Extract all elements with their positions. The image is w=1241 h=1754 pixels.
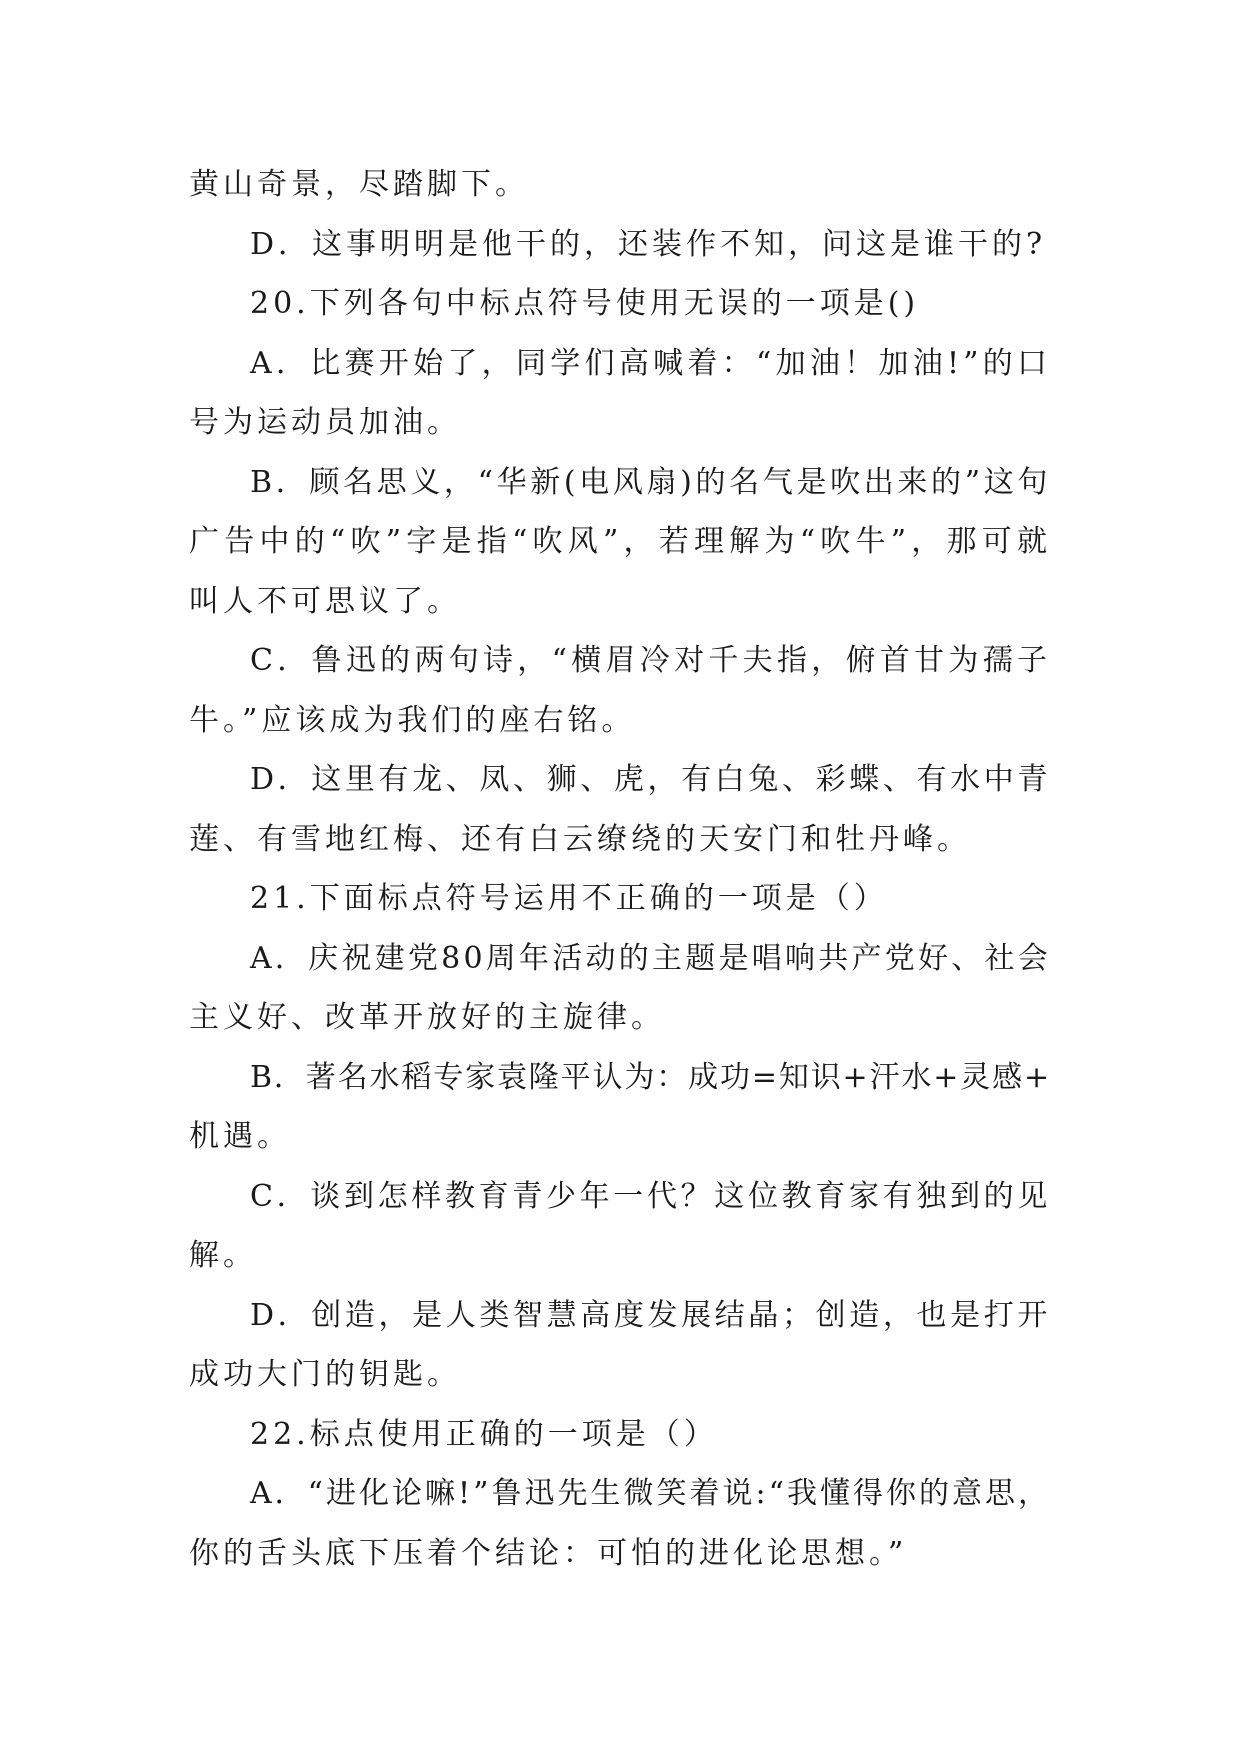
option-c-line: C．鲁迅的两句诗，“横眉冷对千夫指，俯首甘为孺子	[250, 643, 1051, 678]
text-line: 号为运动员加油。	[189, 405, 461, 440]
question-22-title: 22.标点使用正确的一项是（）	[250, 1416, 718, 1452]
document-body	[189, 155, 1051, 1583]
option-a-line: A．“进化论嘛!”鲁迅先生微笑着说:“我懂得你的意思，	[250, 1476, 1051, 1511]
text-line: 叫人不可思议了。	[189, 583, 461, 619]
text-line: 成功大门的钥匙。	[189, 1357, 461, 1392]
option-b-line: B．顾名思义，“华新(电风扇)的名气是吹出来的”这句	[250, 464, 1051, 500]
option-c-line: C．谈到怎样教育青少年一代？这位教育家有独到的见	[250, 1178, 1051, 1214]
question-20-title: 20.下列各句中标点符号使用无误的一项是()	[250, 286, 920, 321]
text-line: 莲、有雪地红梅、还有白云缭绕的天安门和牡丹峰。	[189, 821, 971, 857]
option-b-line: B．著名水稻专家袁隆平认为：成功=知识+汗水+灵感+	[250, 1059, 1051, 1095]
text-line: 广告中的“吹”字是指“吹风”，若理解为“吹牛”，那可就	[189, 524, 1051, 559]
option-d-line: D．这里有龙、凤、狮、虎，有白兔、彩蝶、有水中青	[250, 762, 1051, 797]
text-line: 主义好、改革开放好的主旋律。	[189, 1000, 665, 1035]
option-d-line: D．创造，是人类智慧高度发展结晶；创造，也是打开	[250, 1297, 1051, 1333]
text-line: 机遇。	[189, 1119, 291, 1154]
question-21-title: 21.下面标点符号运用不正确的一项是（）	[250, 881, 888, 916]
option-a-line: A．庆祝建党80周年活动的主题是唱响共产党好、社会	[250, 940, 1051, 976]
text-line: 黄山奇景，尽踏脚下。	[189, 167, 529, 202]
text-line: 解。	[189, 1238, 257, 1273]
option-d-line: D．这事明明是他干的，还装作不知，问这是谁干的?	[250, 226, 1047, 262]
text-line: 牛。”应该成为我们的座右铭。	[189, 702, 636, 738]
option-a-line: A．比赛开始了，同学们高喊着：“加油！加油!”的口	[250, 345, 1051, 381]
text-line: 你的舌头底下压着个结论：可怕的进化论思想。”	[189, 1535, 908, 1571]
